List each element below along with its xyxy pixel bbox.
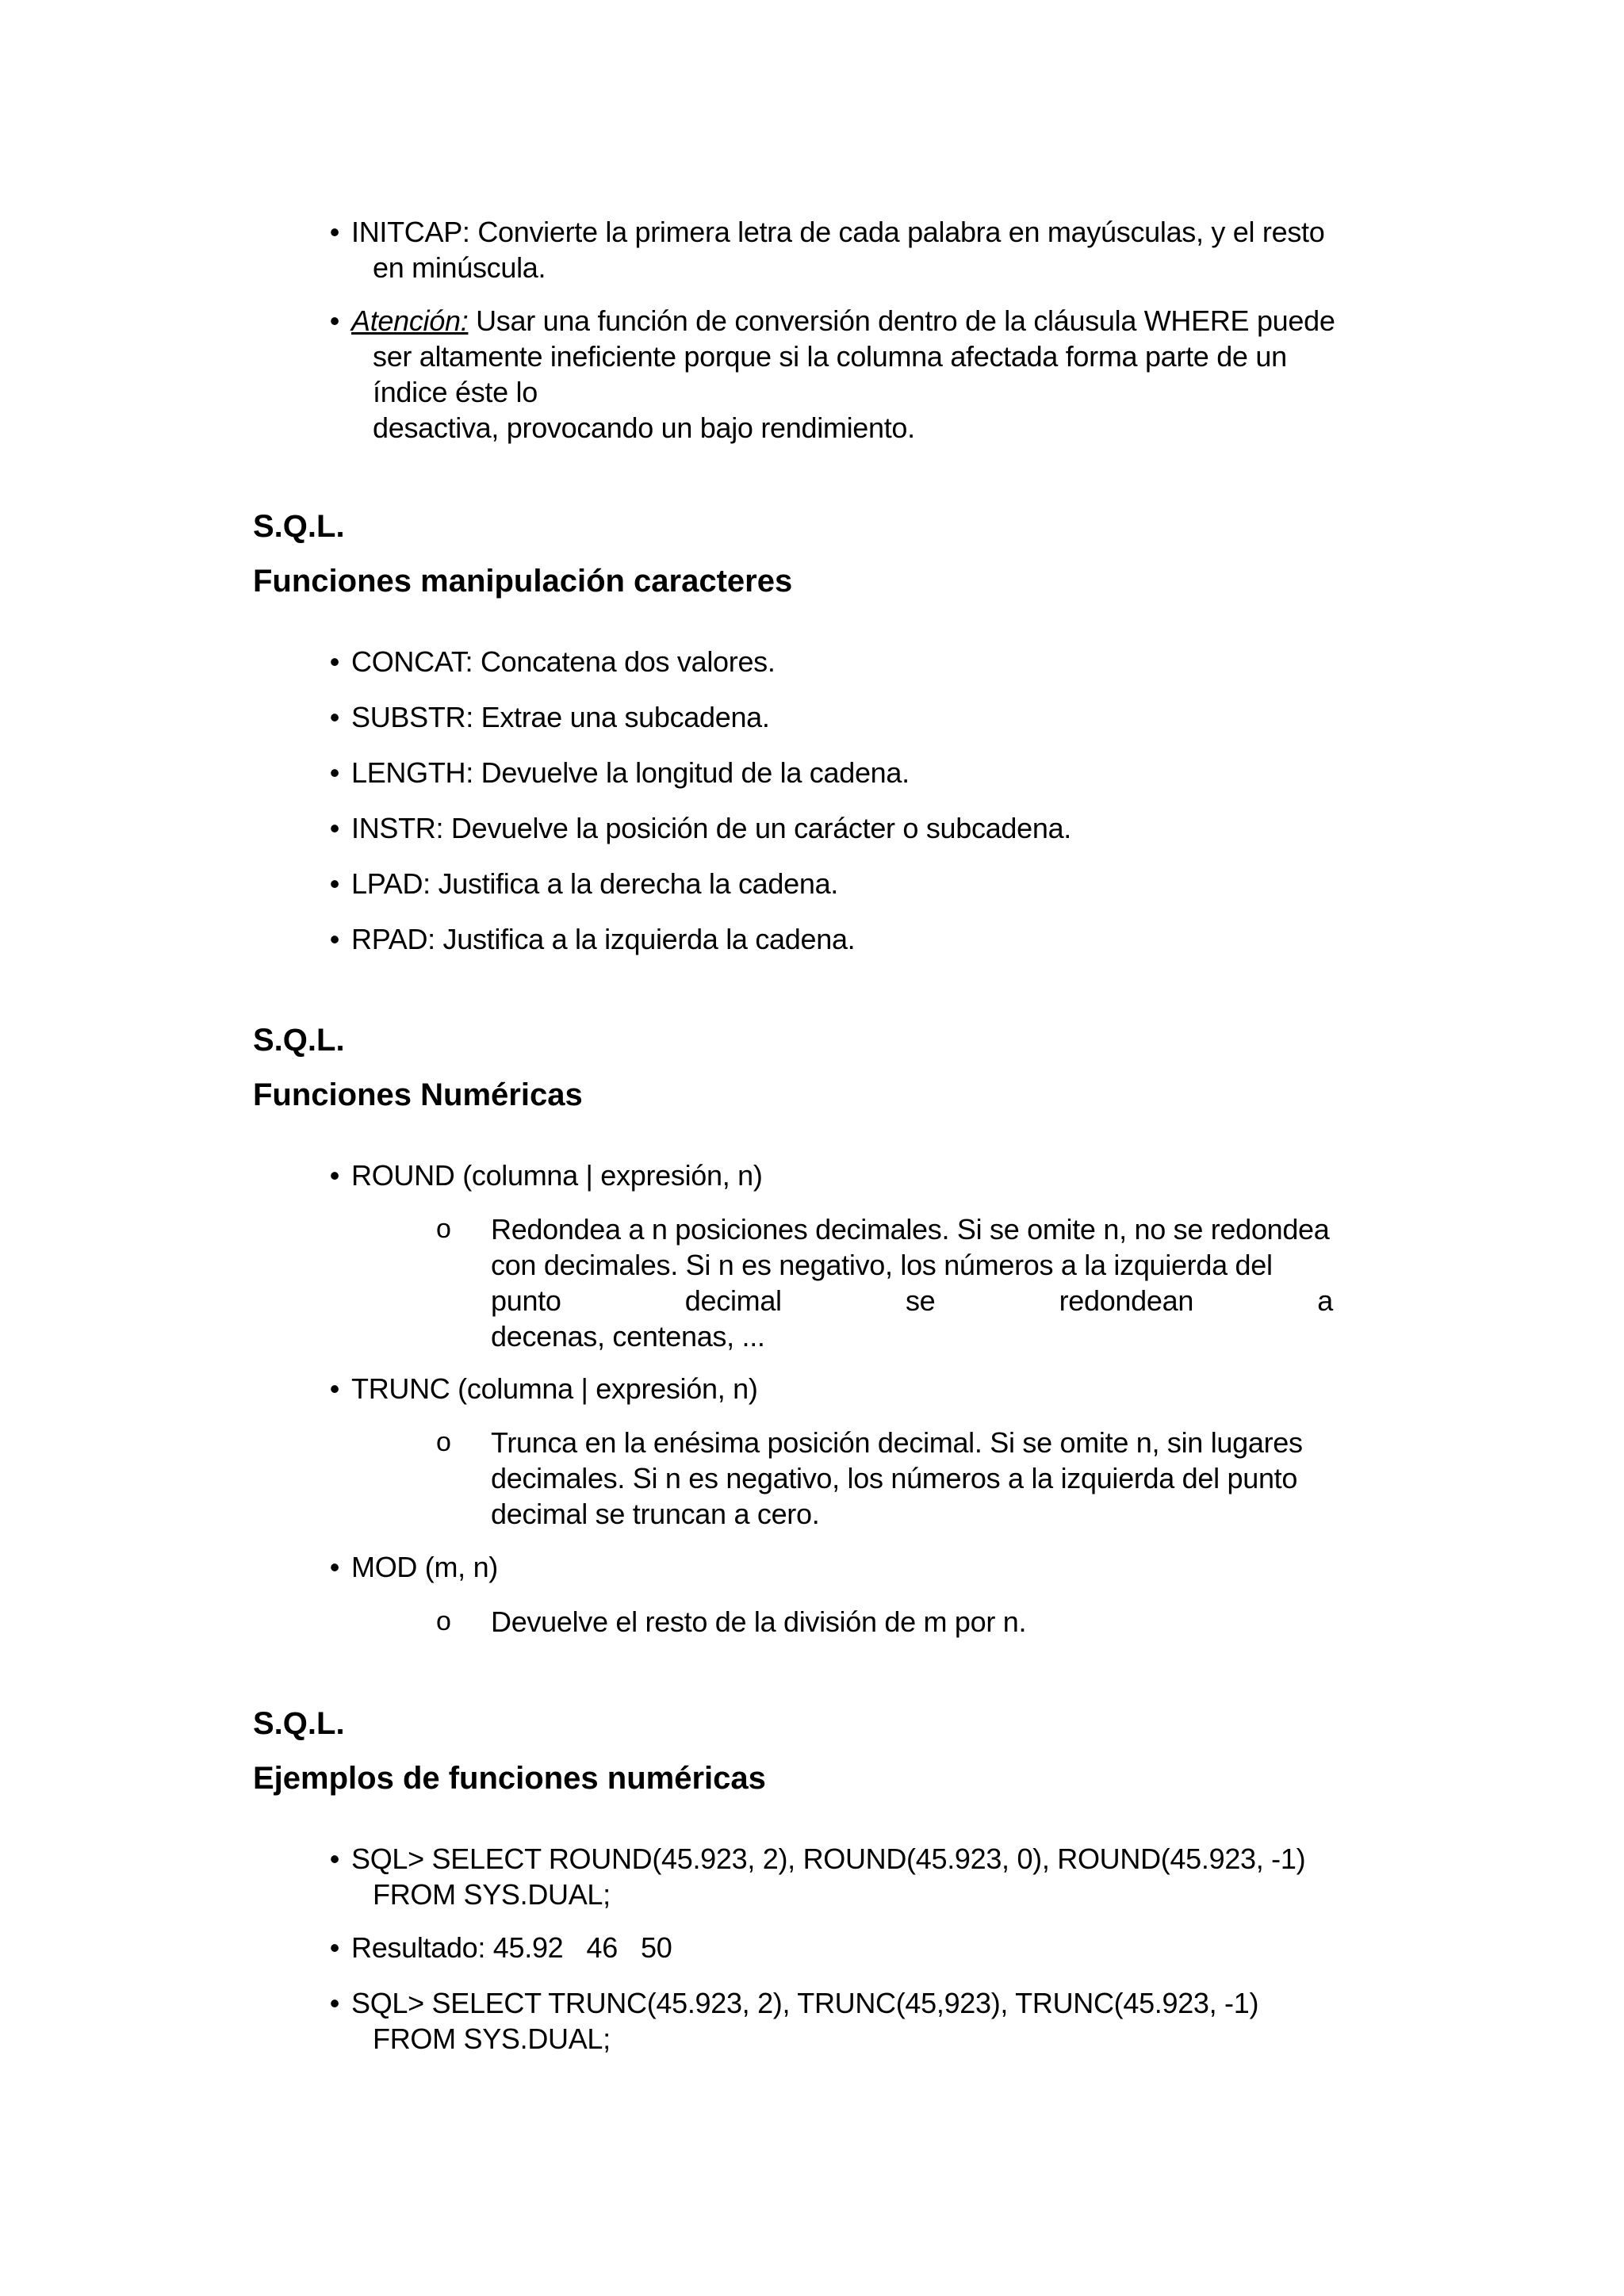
initcap-line-2: en minúscula. — [373, 251, 546, 284]
trunc-desc-line-2: decimales. Si n es negativo, los números a la izquierda del punto — [491, 1462, 1298, 1494]
list-item-rpad: RPAD: Justifica a la izquierda la cadena. — [351, 923, 856, 955]
attention-line-1-rest: Usar una función de conversión dentro de la cláusula WHERE puede — [468, 304, 1335, 337]
bullet-icon: • — [329, 923, 340, 955]
bullet-icon: • — [329, 1551, 340, 1583]
example-result: Resultado: 45.92 46 50 — [351, 1931, 672, 1964]
bullet-icon: • — [329, 645, 340, 678]
list-item-round: ROUND (columna | expresión, n) — [351, 1159, 763, 1192]
attention-word-a: índice — [373, 376, 448, 408]
round-desc-line-2: con decimales. Si n es negativo, los números a la izquierda del — [491, 1249, 1273, 1281]
example-trunc-line-2: FROM SYS.DUAL; — [373, 2022, 611, 2055]
example-round-line-1: SQL> SELECT ROUND(45.923, 2), ROUND(45.923, 0), ROUND(45.923, -1) — [351, 1843, 1306, 1875]
trunc-desc-line-3: decimal se truncan a cero. — [491, 1498, 820, 1530]
bullet-icon: • — [329, 1372, 340, 1405]
bullet-icon: • — [329, 1987, 340, 2019]
sub-bullet-icon: o — [436, 1214, 451, 1244]
round-word: decimal — [684, 1284, 782, 1317]
bullet-icon: • — [329, 756, 340, 789]
attention-line-2: ser altamente ineficiente porque si la columna afectada forma parte de un — [373, 340, 1287, 373]
bullet-icon: • — [329, 701, 340, 733]
example-round-line-2: FROM SYS.DUAL; — [373, 1878, 611, 1911]
round-desc-line-3 — [491, 1283, 1333, 1318]
round-word: redondean — [1059, 1284, 1194, 1317]
list-item-length: LENGTH: Devuelve la longitud de la cadena. — [351, 756, 910, 789]
trunc-description — [491, 1425, 1333, 1532]
section-title-ejemplos: Ejemplos de funciones numéricas — [253, 1761, 766, 1796]
sub-bullet-icon: o — [436, 1427, 451, 1457]
section-title-numericas: Funciones Numéricas — [253, 1077, 583, 1112]
section-label: S.Q.L. — [253, 509, 345, 544]
round-word: punto — [491, 1284, 561, 1317]
sub-bullet-icon: o — [436, 1606, 451, 1636]
attention-word-c: lo — [515, 376, 538, 408]
bullet-icon: • — [329, 812, 340, 844]
bullet-icon: • — [329, 1159, 340, 1192]
list-item-instr: INSTR: Devuelve la posición de un carácter o subcadena. — [351, 812, 1072, 844]
round-desc-line-4: decenas, centenas, ... — [491, 1320, 765, 1353]
list-item-mod: MOD (m, n) — [351, 1551, 498, 1583]
bullet-icon: • — [329, 304, 340, 337]
round-word: se — [905, 1284, 936, 1317]
list-item-concat: CONCAT: Concatena dos valores. — [351, 645, 776, 678]
list-item-lpad: LPAD: Justifica a la derecha la cadena. — [351, 867, 838, 900]
attention-item — [351, 303, 1357, 446]
attention-line-3 — [351, 374, 1357, 410]
list-item-substr: SUBSTR: Extrae una subcadena. — [351, 701, 770, 733]
list-item-trunc: TRUNC (columna | expresión, n) — [351, 1372, 758, 1405]
round-description — [491, 1211, 1333, 1354]
bullet-icon: • — [329, 216, 340, 248]
round-desc-line-1: Redondea a n posiciones decimales. Si se omite n, no se redondea — [491, 1213, 1330, 1246]
bullet-icon: • — [329, 1843, 340, 1875]
bullet-icon: • — [329, 867, 340, 900]
initcap-item — [351, 214, 1357, 285]
round-word: a — [1317, 1284, 1333, 1317]
attention-line-4: desactiva, provocando un bajo rendimiento. — [373, 411, 915, 444]
initcap-line-1: INITCAP: Convierte la primera letra de cada palabra en mayúsculas, y el resto — [351, 216, 1325, 248]
example-trunc-line-1: SQL> SELECT TRUNC(45.923, 2), TRUNC(45,923), TRUNC(45.923, -1) — [351, 1987, 1259, 2019]
section-label: S.Q.L. — [253, 1023, 345, 1058]
example-trunc — [351, 1985, 1357, 2057]
bullet-icon: • — [329, 1931, 340, 1964]
attention-word-b: éste — [454, 376, 508, 408]
attention-line-1 — [351, 303, 1357, 339]
mod-description: Devuelve el resto de la división de m por n. — [491, 1605, 1027, 1638]
section-label: S.Q.L. — [253, 1706, 345, 1741]
attention-label: Atención: — [351, 304, 469, 337]
section-title-caracteres: Funciones manipulación caracteres — [253, 564, 793, 599]
example-round — [351, 1841, 1357, 1912]
trunc-desc-line-1: Trunca en la enésima posición decimal. Si se omite n, sin lugares — [491, 1426, 1303, 1459]
